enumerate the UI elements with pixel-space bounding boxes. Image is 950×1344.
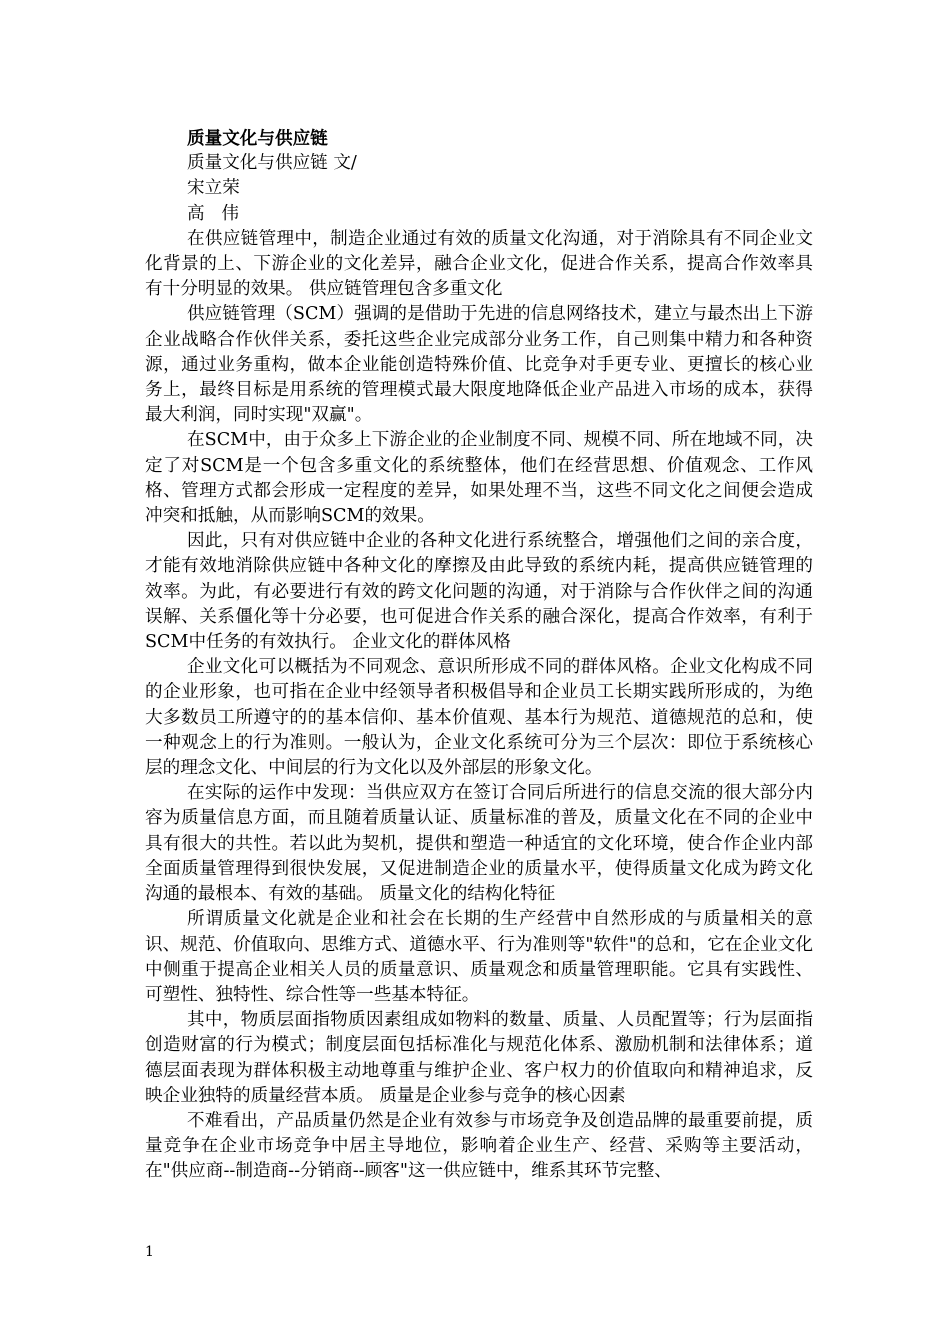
paragraph: 在SCM中，由于众多上下游企业的企业制度不同、规模不同、所在地域不同，决定了对SCM是一个包含多重文化的系统整体，他们在经营思想、价值观念、工作风格、管理方式都会形成一定程度的差异，如果处理不当，这些不同文化之间便会造成冲突和抵触，从而影响SCM的效果。 [145, 430, 813, 527]
document-body [145, 126, 813, 1185]
paragraph: 其中，物质层面指物质因素组成如物料的数量、质量、人员配置等；行为层面指创造财富的行为模式；制度层面包括标准化与规范化体系、激励机制和法律体系；道德层面表现为群体积极主动地尊重与维护企业、客户权力的价值取向和精神追求，反映企业独特的质量经营本质。 质量是企业参与竞争的核心因素 [145, 1010, 813, 1106]
paragraph: 在供应链管理中，制造企业通过有效的质量文化沟通，对于消除具有不同企业文化背景的上、下游企业的文化差异，融合企业文化，促进合作关系，提高合作效率具有十分明显的效果。 供应链管理包含多重文化 [145, 228, 813, 300]
paragraph: 因此，只有对供应链中企业的各种文化进行系统整合，增强他们之间的亲合度，才能有效地消除供应链中各种文化的摩擦及由此导致的系统内耗，提高供应链管理的效率。为此，有必要进行有效的跨文化问题的沟通，对于消除与合作伙伴之间的沟通误解、关系僵化等十分必要，也可促进合作关系的融合深化，提高合作效率，有利于SCM中任务的有效执行。 企业文化的群体风格 [145, 531, 813, 653]
byline: 质量文化与供应链 文/ [187, 153, 357, 174]
paragraph: 供应链管理（SCM）强调的是借助于先进的信息网络技术，建立与最杰出上下游企业战略合作伙伴关系，委托这些企业完成部分业务工作，自己则集中精力和各种资源，通过业务重构，做本企业能创造特殊价值、比竞争对手更专业、更擅长的核心业务上，最终目标是用系统的管理模式最大限度地降低企业产品进入市场的成本，获得最大利润，同时实现"双赢"。 [145, 304, 813, 426]
author-name: 宋立荣 [187, 178, 240, 199]
paragraph: 企业文化可以概括为不同观念、意识所形成不同的群体风格。企业文化构成不同的企业形象，也可指在企业中经领导者积极倡导和企业员工长期实践所形成的，为绝大多数员工所遵守的的基本信仰、基本价值观、基本行为规范、道德规范的总和，使一种观念上的行为准则。一般认为，企业文化系统可分为三个层次：即位于系统核心层的理念文化、中间层的行为文化以及外部层的形象文化。 [145, 657, 813, 779]
author-name: 高 伟 [187, 203, 239, 224]
document-title: 质量文化与供应链 [187, 128, 328, 149]
paragraph: 所谓质量文化就是企业和社会在长期的生产经营中自然形成的与质量相关的意识、规范、价值取向、思维方式、道德水平、行为准则等"软件"的总和，它在企业文化中侧重于提高企业相关人员的质量意识、质量观念和质量管理职能。它具有实践性、可塑性、独特性、综合性等一些基本特征。 [145, 909, 813, 1005]
paragraph: 在实际的运作中发现：当供应双方在签订合同后所进行的信息交流的很大部分内容为质量信息方面，而且随着质量认证、质量标准的普及，质量文化在不同的企业中具有很大的共性。若以此为契机，提供和塑造一种适宜的文化环境，使合作企业内部全面质量管理得到很快发展，又促进制造企业的质量水平，使得质量文化成为跨文化沟通的最根本、有效的基础。 质量文化的结构化特征 [145, 783, 813, 905]
paragraph: 不难看出，产品质量仍然是企业有效参与市场竞争及创造品牌的最重要前提，质量竞争在企业市场竞争中居主导地位，影响着企业生产、经营、采购等主要活动，在"供应商--制造商--分销商--顾客"这一供应链中，维系其环节完整、 [145, 1110, 813, 1182]
page-number: 1 [145, 1244, 154, 1260]
